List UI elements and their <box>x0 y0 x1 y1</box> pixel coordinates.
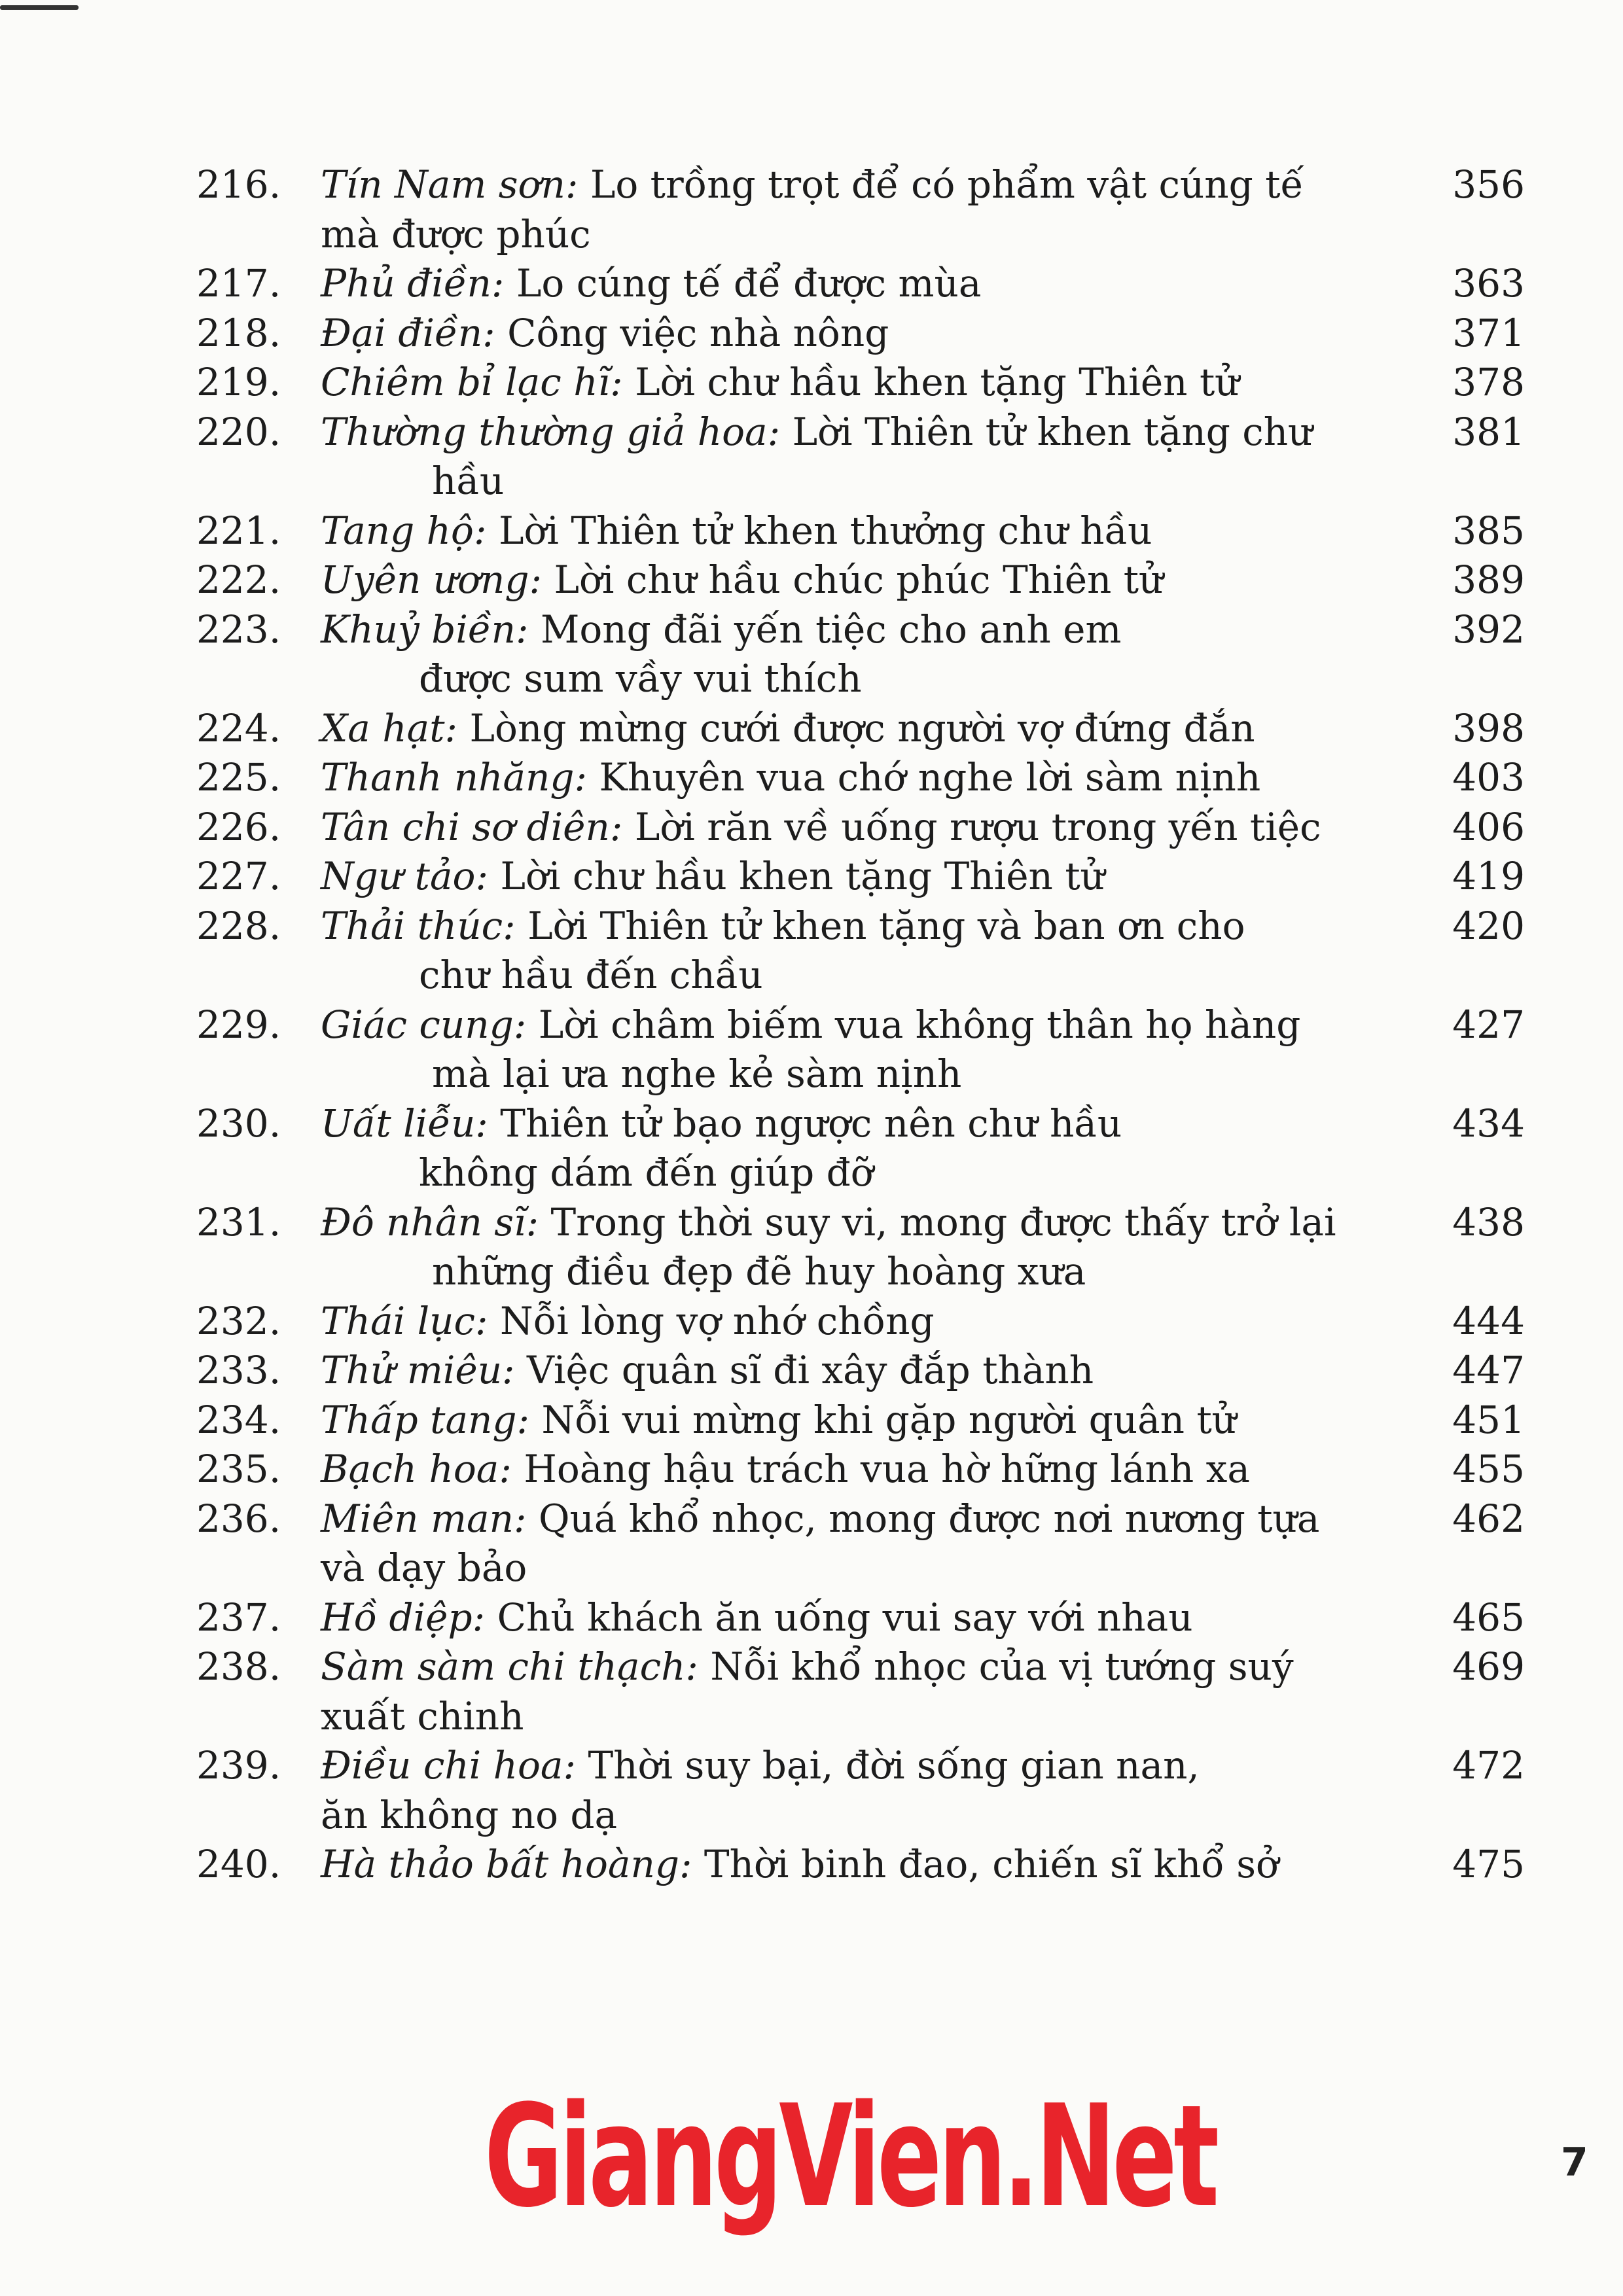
entry-description: Lời Thiên tử khen thưởng chư hầu <box>498 508 1152 553</box>
entry-number: 218. <box>196 310 281 355</box>
entry-number: 226. <box>196 804 281 849</box>
entry-body <box>321 1297 1538 1347</box>
entry-body <box>321 803 1538 853</box>
entry-number: 224. <box>196 705 281 751</box>
entry-description: Khuyên vua chớ nghe lời sàm nịnh <box>599 755 1261 800</box>
entry-description-continued: hầu <box>432 459 505 503</box>
entry-page-number: 419 <box>1452 854 1525 898</box>
entry-description: Thời binh đao, chiến sĩ khổ sở <box>704 1842 1279 1886</box>
entry-description: Lời chư hầu chúc phúc Thiên tử <box>554 557 1164 602</box>
entry-number: 240. <box>196 1842 281 1886</box>
entry-description: Lời chư hầu khen tặng Thiên tử <box>635 360 1240 404</box>
scan-edge-mark <box>0 5 79 10</box>
toc-entry <box>196 1346 1538 1396</box>
page-number: 7 <box>1561 2140 1588 2185</box>
entry-description: Trong thời suy vi, mong được thấy trở lại <box>550 1199 1336 1245</box>
entry-body <box>321 506 1538 556</box>
toc-entry <box>196 358 1538 408</box>
entry-body <box>321 1840 1538 1890</box>
entry-page-number: 378 <box>1452 360 1525 404</box>
entry-page-number: 398 <box>1452 705 1525 751</box>
entry-description: Lo cúng tế để được mùa <box>516 261 982 306</box>
entry-number: 232. <box>196 1298 281 1343</box>
entry-title: Thấp tang: <box>321 1397 530 1442</box>
entry-number: 217. <box>196 261 281 306</box>
entry-title: Tân chi sơ diên: <box>321 804 623 849</box>
entry-description: Thiên tử bạo ngược nên chư hầu <box>500 1101 1122 1146</box>
entry-title: Chiêm bỉ lạc hĩ: <box>321 360 623 404</box>
entry-description-continued: được sum vầy vui thích <box>419 656 862 701</box>
entry-title: Hà thảo bất hoàng: <box>321 1842 692 1886</box>
entry-page-number: 427 <box>1452 1002 1525 1047</box>
entry-page-number: 371 <box>1452 310 1525 355</box>
entry-number: 222. <box>196 557 281 602</box>
toc-entry <box>196 1396 1538 1445</box>
entry-page-number: 363 <box>1452 261 1525 306</box>
entry-description: Nỗi vui mừng khi gặp người quân tử <box>541 1397 1237 1442</box>
entry-body <box>321 1396 1538 1445</box>
entry-page-number: 438 <box>1452 1199 1525 1245</box>
entry-body <box>321 259 1538 309</box>
entry-description: Lời châm biếm vua không thân họ hàng <box>538 1002 1301 1047</box>
entry-page-number: 475 <box>1452 1842 1525 1886</box>
toc-entry <box>196 704 1538 754</box>
entry-title: Thái lục: <box>321 1298 488 1343</box>
entry-body <box>321 556 1538 605</box>
entry-title: Phủ điền: <box>321 261 505 306</box>
toc-entry <box>196 1297 1538 1347</box>
toc-entry <box>196 259 1538 309</box>
entry-title: Miên man: <box>321 1496 527 1541</box>
entry-title: Tang hộ: <box>321 508 487 553</box>
entry-title: Sàm sàm chi thạch: <box>321 1644 698 1689</box>
entry-description: Mong đãi yến tiệc cho anh em <box>540 607 1122 652</box>
entry-description-continued: và dạy bảo <box>321 1545 527 1590</box>
entry-description: Lời chư hầu khen tặng Thiên tử <box>500 854 1105 898</box>
entry-page-number: 381 <box>1452 409 1525 454</box>
toc-entry <box>196 1840 1538 1890</box>
entry-description: Quá khổ nhọc, mong được nơi nương tựa <box>538 1496 1320 1541</box>
entry-description-continued: ăn không no dạ <box>321 1792 618 1837</box>
toc-entry <box>196 160 1538 259</box>
entry-title: Uất liễu: <box>321 1101 488 1146</box>
entry-description-continued: không dám đến giúp đỡ <box>419 1150 874 1195</box>
entry-number: 216. <box>196 162 281 207</box>
toc-entry <box>196 1741 1538 1840</box>
entry-description: Lời Thiên tử khen tặng chư <box>792 409 1313 454</box>
entry-title: Xa hạt: <box>321 705 458 751</box>
entry-title: Điều chi hoa: <box>321 1743 577 1788</box>
toc-entry <box>196 1198 1538 1297</box>
entry-title: Tín Nam sơn: <box>321 162 579 207</box>
entry-description: Nỗi lòng vợ nhớ chồng <box>499 1298 935 1343</box>
entry-page-number: 455 <box>1452 1447 1525 1491</box>
entry-page-number: 451 <box>1452 1397 1525 1442</box>
entry-title: Uyên ương: <box>321 557 543 602</box>
entry-body <box>321 1198 1538 1297</box>
entry-title: Giác cung: <box>321 1002 527 1047</box>
entry-body <box>321 1099 1538 1198</box>
entry-body <box>321 1000 1538 1099</box>
entry-number: 227. <box>196 854 281 898</box>
entry-body <box>321 605 1538 704</box>
entry-number: 235. <box>196 1447 281 1491</box>
entry-title: Đô nhân sĩ: <box>321 1199 539 1245</box>
entry-title: Thải thúc: <box>321 903 516 948</box>
entry-page-number: 420 <box>1452 903 1525 948</box>
toc-entry <box>196 852 1538 902</box>
entry-description: Lời răn về uống rượu trong yến tiệc <box>634 804 1321 849</box>
entry-page-number: 469 <box>1452 1644 1525 1689</box>
entry-number: 228. <box>196 903 281 948</box>
entry-page-number: 385 <box>1452 508 1525 553</box>
toc-entry <box>196 902 1538 1000</box>
entry-body <box>321 753 1538 803</box>
entry-description: Lòng mừng cưới được người vợ đứng đắn <box>469 705 1255 751</box>
watermark-logo: GiangVien.Net <box>484 2074 1216 2238</box>
entry-body <box>321 160 1538 259</box>
entry-number: 223. <box>196 607 281 652</box>
toc-entry <box>196 556 1538 605</box>
entry-number: 237. <box>196 1595 281 1640</box>
entry-page-number: 392 <box>1452 607 1525 652</box>
entry-body <box>321 1642 1538 1741</box>
entry-description: Thời suy bại, đời sống gian nan, <box>588 1743 1200 1788</box>
entry-body <box>321 902 1538 1000</box>
entry-title: Hồ diệp: <box>321 1595 486 1640</box>
entry-body <box>321 358 1538 408</box>
entry-body <box>321 1346 1538 1396</box>
entry-body <box>321 1593 1538 1643</box>
toc-entry <box>196 1000 1538 1099</box>
entry-description: Việc quân sĩ đi xây đắp thành <box>527 1348 1094 1392</box>
entry-page-number: 356 <box>1452 162 1525 207</box>
toc-entry <box>196 1593 1538 1643</box>
toc-entry <box>196 1494 1538 1593</box>
toc-entry <box>196 1642 1538 1741</box>
entry-page-number: 462 <box>1452 1496 1525 1541</box>
toc-entry <box>196 408 1538 506</box>
toc-entry <box>196 803 1538 853</box>
entry-page-number: 406 <box>1452 804 1525 849</box>
entry-number: 225. <box>196 755 281 800</box>
entry-number: 229. <box>196 1002 281 1047</box>
entry-number: 231. <box>196 1199 281 1245</box>
entry-title: Khuỷ biền: <box>321 607 529 652</box>
entry-title: Đại điền: <box>321 310 495 355</box>
toc-entry <box>196 1445 1538 1494</box>
entry-number: 233. <box>196 1348 281 1392</box>
entry-title: Thanh nhăng: <box>321 755 588 800</box>
toc-entry <box>196 1099 1538 1198</box>
entry-title: Ngư tảo: <box>321 854 489 898</box>
table-of-contents <box>196 160 1538 1890</box>
toc-entry <box>196 753 1538 803</box>
entry-number: 236. <box>196 1496 281 1541</box>
entry-number: 239. <box>196 1743 281 1788</box>
entry-description: Lo trồng trọt để có phẩm vật cúng tế <box>590 162 1304 207</box>
toc-entry <box>196 309 1538 359</box>
entry-body <box>321 1445 1538 1494</box>
entry-number: 219. <box>196 360 281 404</box>
entry-description: Lời Thiên tử khen tặng và ban ơn cho <box>527 903 1245 948</box>
entry-description-continued: chư hầu đến chầu <box>419 953 763 997</box>
entry-number: 230. <box>196 1101 281 1146</box>
entry-title: Thường thường giả hoa: <box>321 409 781 454</box>
entry-description-continued: mà được phúc <box>321 211 591 256</box>
entry-body <box>321 1741 1538 1840</box>
entry-body <box>321 309 1538 359</box>
toc-entry <box>196 506 1538 556</box>
entry-page-number: 465 <box>1452 1595 1525 1640</box>
toc-entry <box>196 605 1538 704</box>
entry-description: Công việc nhà nông <box>507 310 889 355</box>
entry-description: Hoàng hậu trách vua hờ hững lánh xa <box>524 1447 1250 1491</box>
entry-number: 220. <box>196 409 281 454</box>
entry-title: Thử miêu: <box>321 1348 515 1392</box>
entry-page-number: 403 <box>1452 755 1525 800</box>
entry-description-continued: những điều đẹp đẽ huy hoàng xưa <box>432 1249 1086 1294</box>
entry-page-number: 447 <box>1452 1348 1525 1392</box>
entry-number: 234. <box>196 1397 281 1442</box>
entry-title: Bạch hoa: <box>321 1447 512 1491</box>
entry-body <box>321 408 1538 506</box>
entry-body <box>321 1494 1538 1593</box>
entry-number: 221. <box>196 508 281 553</box>
entry-page-number: 389 <box>1452 557 1525 602</box>
entry-page-number: 472 <box>1452 1743 1525 1788</box>
entry-number: 238. <box>196 1644 281 1689</box>
entry-page-number: 444 <box>1452 1298 1525 1343</box>
entry-description-continued: xuất chinh <box>321 1693 524 1739</box>
entry-description-continued: mà lại ưa nghe kẻ sàm nịnh <box>432 1051 962 1096</box>
entry-body <box>321 852 1538 902</box>
entry-page-number: 434 <box>1452 1101 1525 1146</box>
entry-description: Nỗi khổ nhọc của vị tướng suý <box>710 1644 1294 1689</box>
entry-body <box>321 704 1538 754</box>
entry-description: Chủ khách ăn uống vui say với nhau <box>497 1595 1193 1640</box>
